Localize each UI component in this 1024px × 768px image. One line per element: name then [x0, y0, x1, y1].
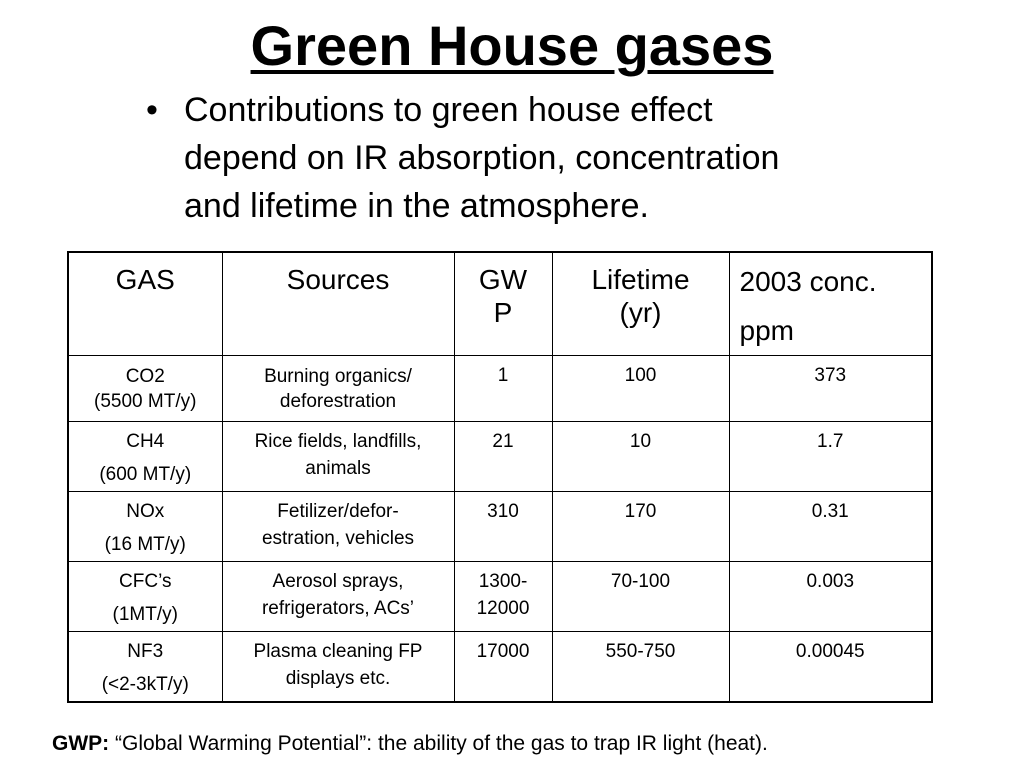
lifetime-cell — [552, 422, 729, 492]
gas-emission: (1MT/y) — [112, 604, 178, 625]
lifetime-value: 70-100 — [610, 571, 671, 592]
header-lifetime — [552, 252, 729, 356]
bullet-dot-icon: • — [146, 91, 158, 129]
sources-cell — [222, 562, 454, 632]
lifetime-cell — [552, 492, 729, 562]
sources-cell — [222, 492, 454, 562]
sources-line: displays etc. — [285, 668, 391, 689]
gas-emission: (<2-3kT/y) — [101, 674, 189, 695]
header-gas — [68, 252, 222, 356]
gwp-footnote — [52, 731, 768, 757]
sources-line: Plasma cleaning FP — [253, 641, 423, 662]
concentration-value: 373 — [814, 365, 847, 386]
sources-line: refrigerators, ACs’ — [261, 598, 415, 619]
concentration-value: 0.31 — [811, 501, 849, 522]
concentration-cell — [729, 632, 932, 703]
concentration-value: 0.003 — [806, 571, 855, 592]
gwp-value-line-2: 12000 — [476, 598, 530, 619]
table-row — [68, 562, 932, 632]
gas-cell — [68, 632, 222, 703]
concentration-value: 1.7 — [817, 431, 844, 452]
greenhouse-gas-table — [67, 251, 933, 703]
bullet-line: Contributions to green house effect — [184, 91, 713, 129]
gas-cell — [68, 356, 222, 422]
lifetime-cell — [552, 562, 729, 632]
sources-line: animals — [305, 458, 371, 479]
sources-line: Aerosol sprays, — [272, 571, 404, 592]
table-header-row — [68, 252, 932, 356]
sources-line: estration, vehicles — [261, 528, 415, 549]
table-row — [68, 422, 932, 492]
footnote-definition: “Global Warming Potential”: the ability of the gas to trap IR light (heat). — [109, 732, 768, 755]
bullet-line: and lifetime in the atmosphere. — [184, 187, 649, 225]
concentration-value: 0.00045 — [795, 641, 865, 662]
header-gwp-label-line-2: P — [493, 297, 513, 328]
header-gwp-label-line-1: GW — [478, 264, 528, 295]
gas-name: CFC’s — [119, 571, 172, 592]
table-row — [68, 492, 932, 562]
gas-emission: (16 MT/y) — [104, 534, 186, 555]
gas-name: NF3 — [127, 641, 164, 662]
lifetime-value: 170 — [624, 501, 657, 522]
header-conc-label-line-2: ppm — [739, 315, 794, 346]
sources-cell — [222, 632, 454, 703]
header-sources-label: Sources — [286, 264, 390, 295]
bullet-line: depend on IR absorption, concentration — [184, 139, 780, 177]
footnote-term: GWP: — [52, 732, 110, 755]
concentration-cell — [729, 422, 932, 492]
gwp-cell — [454, 632, 552, 703]
header-conc-label-line-1: 2003 conc. — [739, 266, 877, 297]
header-gwp — [454, 252, 552, 356]
sources-line: Rice fields, landfills, — [254, 431, 422, 452]
gas-cell — [68, 492, 222, 562]
slide-title: Green House gases — [250, 14, 774, 77]
gwp-value: 21 — [492, 431, 514, 452]
header-lifetime-label-line-2: (yr) — [619, 297, 662, 328]
header-lifetime-label-line-1: Lifetime — [591, 264, 690, 295]
lifetime-value: 10 — [629, 431, 652, 452]
sources-line: deforestration — [279, 391, 397, 412]
gwp-value: 1 — [497, 365, 509, 386]
header-sources — [222, 252, 454, 356]
lifetime-cell — [552, 632, 729, 703]
concentration-cell — [729, 356, 932, 422]
gas-emission: (5500 MT/y) — [94, 391, 197, 412]
table-row — [68, 356, 932, 422]
header-gas-label: GAS — [115, 264, 175, 295]
sources-line: Burning organics/ — [264, 366, 412, 387]
sources-cell — [222, 356, 454, 422]
gwp-cell — [454, 356, 552, 422]
gwp-value-line-1: 1300- — [478, 571, 528, 592]
gas-name: CH4 — [126, 431, 165, 452]
gwp-cell — [454, 562, 552, 632]
concentration-cell — [729, 562, 932, 632]
gwp-value: 17000 — [476, 641, 530, 662]
lifetime-value: 100 — [624, 365, 657, 386]
gwp-value: 310 — [487, 501, 519, 522]
table-row — [68, 632, 932, 703]
lifetime-value: 550-750 — [605, 641, 676, 662]
gas-name: NOx — [126, 501, 165, 522]
gas-name: CO2 — [125, 366, 165, 387]
sources-line: Fetilizer/defor- — [277, 501, 399, 522]
lifetime-cell — [552, 356, 729, 422]
concentration-cell — [729, 492, 932, 562]
gwp-cell — [454, 492, 552, 562]
gwp-cell — [454, 422, 552, 492]
gas-cell — [68, 562, 222, 632]
gas-emission: (600 MT/y) — [99, 464, 192, 485]
bullet-text — [184, 86, 904, 230]
sources-cell — [222, 422, 454, 492]
header-concentration — [729, 252, 932, 356]
bullet-point — [142, 86, 922, 230]
gas-cell — [68, 422, 222, 492]
